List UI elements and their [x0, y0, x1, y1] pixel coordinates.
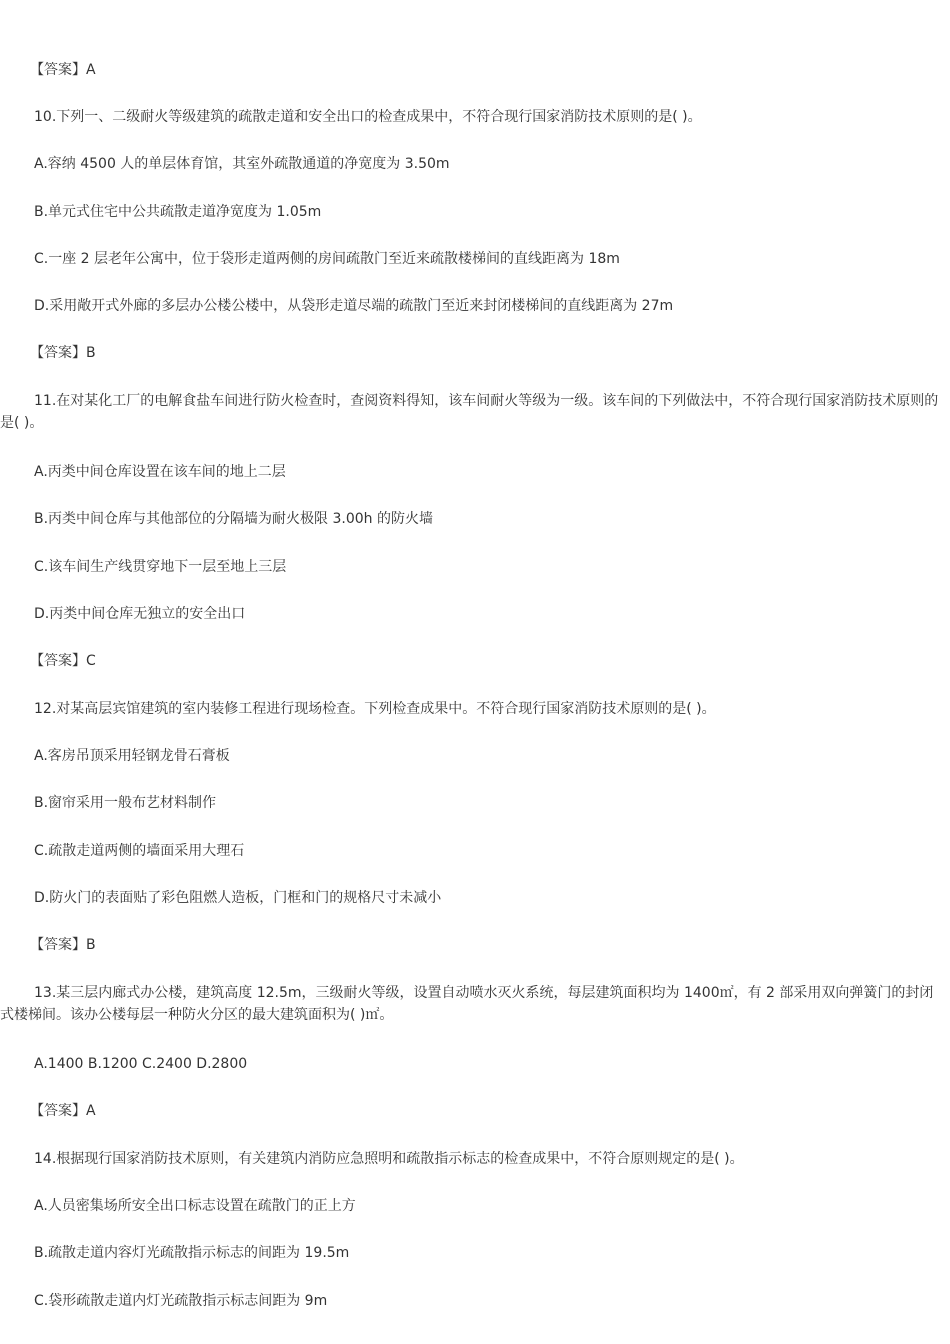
- question-11-stem: 11.在对某化工厂的电解食盐车间进行防火检查时，查阅资料得知，该车间耐火等级为一级。该车间的下列做法中，不符合现行国家消防技术原则的是( )。: [0, 393, 939, 431]
- question-12-option-d: D.防火门的表面贴了彩色阻燃人造板，门框和门的规格尺寸未减小: [34, 890, 442, 906]
- question-13-stem: 13.某三层内廊式办公楼，建筑高度 12.5m，三级耐火等级，设置自动喷水灭火系统，每层建筑面积均为 1400㎡，有 2 部采用双向弹簧门的封闭式楼梯间。该办公楼每层一种防火分区的最大建筑面积为( )㎡。: [0, 985, 934, 1023]
- question-14-option-c: C.袋形疏散走道内灯光疏散指示标志间距为 9m: [34, 1293, 328, 1309]
- question-11-option-d: D.丙类中间仓库无独立的安全出口: [34, 606, 246, 622]
- question-11-option-a: A.丙类中间仓库设置在该车间的地上二层: [34, 464, 286, 480]
- question-13-options: A.1400 B.1200 C.2400 D.2800: [34, 1056, 248, 1072]
- question-11-option-b: B.丙类中间仓库与其他部位的分隔墙为耐火极限 3.00h 的防火墙: [34, 511, 433, 527]
- question-12-option-c: C.疏散走道两侧的墙面采用大理石: [34, 843, 245, 859]
- question-14-option-a: A.人员密集场所安全出口标志设置在疏散门的正上方: [34, 1198, 356, 1214]
- question-10-option-a: A.容纳 4500 人的单层体育馆，其室外疏散通道的净宽度为 3.50m: [34, 156, 450, 172]
- question-10-option-c: C.一座 2 层老年公寓中，位于袋形走道两侧的房间疏散门至近来疏散楼梯间的直线距离为 18m: [34, 251, 620, 267]
- answer-12: 【答案】B: [30, 937, 96, 953]
- question-14-stem: 14.根据现行国家消防技术原则，有关建筑内消防应急照明和疏散指示标志的检查成果中，不符合原则规定的是( )。: [34, 1151, 744, 1167]
- question-11-option-c: C.该车间生产线贯穿地下一层至地上三层: [34, 559, 287, 575]
- question-10-stem: 10.下列一、二级耐火等级建筑的疏散走道和安全出口的检查成果中，不符合现行国家消防技术原则的是( )。: [34, 109, 702, 125]
- question-12-stem: 12.对某高层宾馆建筑的室内装修工程进行现场检查。下列检查成果中。不符合现行国家消防技术原则的是( )。: [34, 701, 716, 717]
- answer-11: 【答案】C: [30, 653, 96, 669]
- question-10-option-b: B.单元式住宅中公共疏散走道净宽度为 1.05m: [34, 204, 322, 220]
- answer-9: 【答案】A: [30, 62, 96, 78]
- answer-13: 【答案】A: [30, 1103, 96, 1119]
- question-10-option-d: D.采用敞开式外廊的多层办公楼公楼中，从袋形走道尽端的疏散门至近来封闭楼梯间的直线距离为 27m: [34, 298, 674, 314]
- question-12-option-b: B.窗帘采用一般布艺材料制作: [34, 795, 217, 811]
- answer-10: 【答案】B: [30, 345, 96, 361]
- question-12-option-a: A.客房吊顶采用轻钢龙骨石膏板: [34, 748, 230, 764]
- question-14-option-b: B.疏散走道内容灯光疏散指示标志的间距为 19.5m: [34, 1245, 350, 1261]
